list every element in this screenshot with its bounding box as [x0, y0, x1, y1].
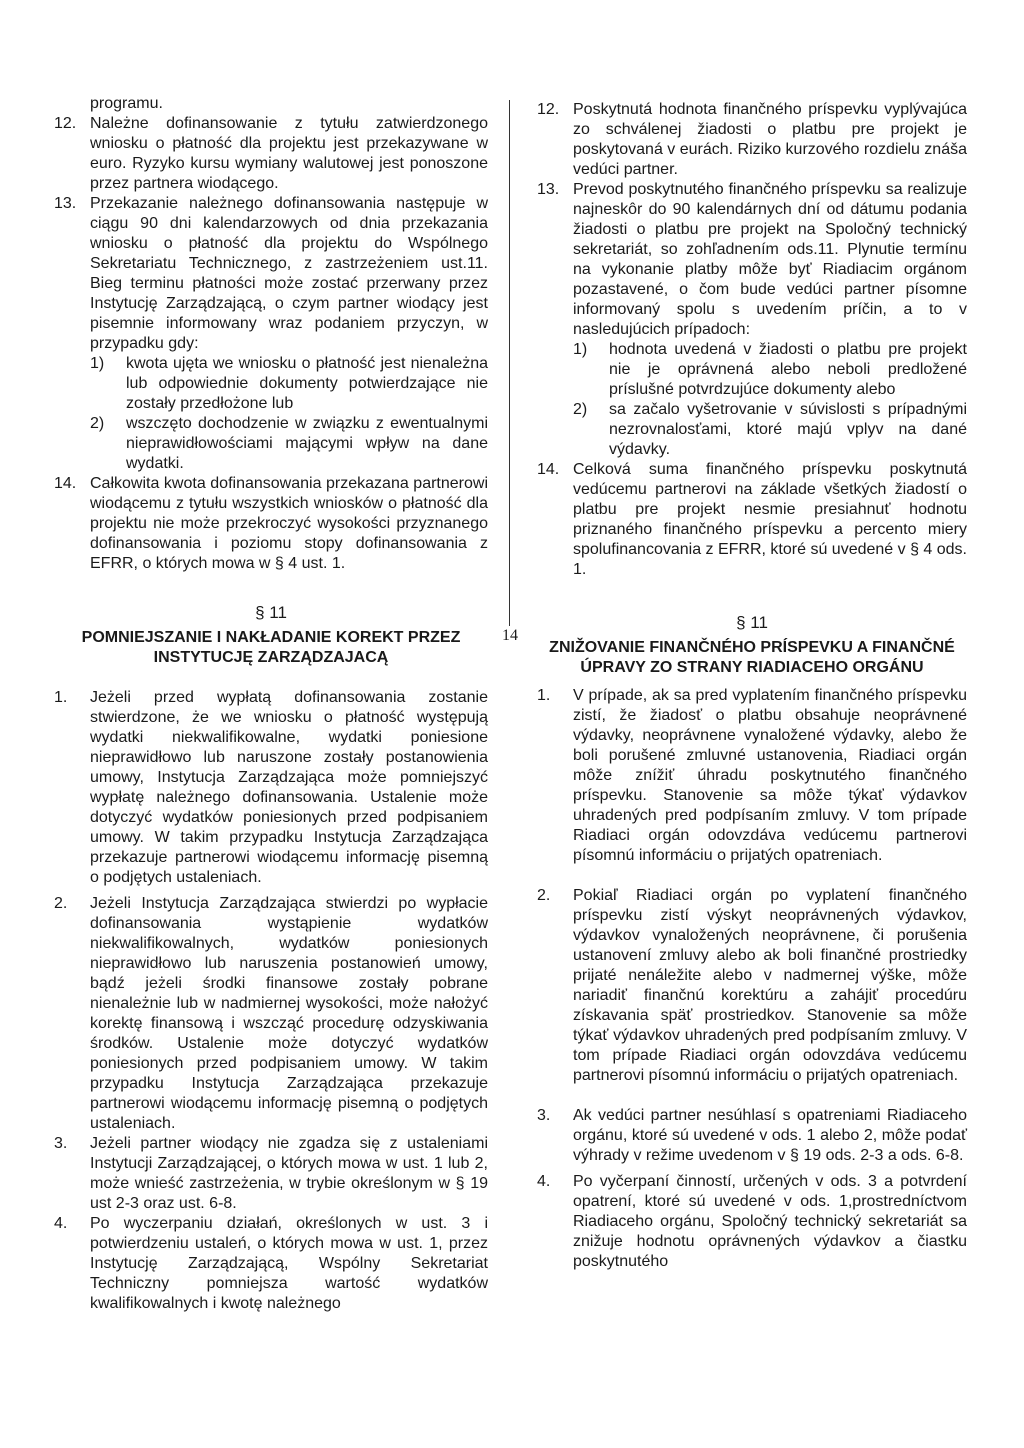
subitem-text: kwota ujęta we wniosku o płatność jest nienależna lub odpowiednie dokumenty potwierdzające nie zostały przedłożone lub: [126, 355, 488, 412]
item-text: Przekazanie należnego dofinansowania następuje w ciągu 90 dni kalendarzowych od dnia przekazania wniosku o płatność dla projektu do Wspólnego Sekretariatu Technicznego, z zastrzeżeniem ust.11. Bieg terminu płatności może zostać przerwany przez Instytucję Zarządzającą, o czym partner wiodący jest pisemnie informowany wraz podaniem przyczyn, w przypadku gdy:: [90, 195, 488, 352]
item-number: 1.: [54, 689, 68, 706]
item-number: 2.: [537, 887, 551, 904]
item-text: Po vyčerpaní činností, určených v ods. 3 a potvrdení opatrení, ktoré sú uvedené v ods. 1,prostredníctvom Riadiaceho orgánu, Spoločný technický sekretariát sa znižuje hodnotu oprávnených výdavkov a čiastku poskytnutého: [573, 1173, 967, 1270]
subitem-text: hodnota uvedená v žiadosti o platbu pre projekt nie je oprávnená alebo neboli predložené príslušné potvrdzujúce dokumenty alebo: [609, 341, 967, 398]
item-number: 12.: [54, 115, 77, 132]
item-number: 14.: [54, 475, 77, 492]
item-number: 4.: [537, 1173, 551, 1190]
left-section-item-1: [54, 688, 488, 888]
item-number: 4.: [54, 1215, 68, 1232]
subitem-number: 1): [90, 355, 105, 372]
right-section-item-4: [537, 1172, 967, 1272]
item-text: Po wyczerpaniu działań, określonych w ust. 3 i potwierdzeniu ustaleń, o których mowa w ust. 1, przez Instytucję Zarządzającą, Wspólny Sekretariat Techniczny pomniejsza wartość wydatków kwalifikowalnych i kwotę należnego: [90, 1215, 488, 1312]
item-text: Jeżeli przed wypłatą dofinansowania zostanie stwierdzone, że we wniosku o płatność występują wydatki niekwalifikowalne, wydatki poniesione nieprawidłowo lub naruszone zostały postanowienia umowy, Instytucja Zarządzająca może pomniejszyć wypłatę należnego dofinansowania. Ustalenie może dotyczyć wydatków poniesionych przed podpisaniem umowy. W takim przypadku Instytucja Zarządzająca przekazuje partnerowi wiodącemu informację pisemną o podjętych ustaleniach.: [90, 689, 488, 886]
right-column: [537, 100, 967, 1272]
right-section-item-2: [537, 886, 967, 1086]
subitem-text: wszczęto dochodzenie w związku z ewentualnymi nieprawidłowościami mającymi wpływ na dane wydatki.: [126, 415, 488, 472]
left-subitem-1: [90, 354, 488, 414]
item-number: 13.: [537, 181, 560, 198]
right-item-12: [537, 100, 967, 180]
left-section-item-4: [54, 1214, 488, 1314]
item-text: Jeżeli partner wiodący nie zgadza się z ustaleniami Instytucji Zarządzającej, o których mowa w ust. 1 lub 2, może wnieść zastrzeżenia, w trybie określonym w § 19 ust 2-3 oraz ust. 6-8.: [90, 1135, 488, 1212]
item-number: 14.: [537, 461, 560, 478]
item-text: Poskytnutá hodnota finančného príspevku vyplývajúca zo schválenej žiadosti o platbu pre projekt je poskytovaná v eurách. Riziko kurzového rozdielu znáša vedúci partner.: [573, 101, 967, 178]
left-section-item-3: [54, 1134, 488, 1214]
item-number: 13.: [54, 195, 77, 212]
item-number: 3.: [54, 1135, 68, 1152]
left-intro-text: programu.: [90, 95, 163, 112]
right-section-title: ZNIŽOVANIE FINANČNÉHO PRÍSPEVKU A FINANČNÉ ÚPRAVY ZO STRANY RIADIACEHO ORGÁNU: [549, 639, 955, 676]
left-section-number: § 11: [255, 603, 287, 622]
item-text: Jeżeli Instytucja Zarządzająca stwierdzi po wypłacie dofinansowania wystąpienie wydatków niekwalifikowalnych, wydatków poniesionych nieprawidłowo lub naruszenia postanowień umowy, bądź jeżeli środki finansowe zostały pobrane nienależnie lub w nadmiernej wysokości, może nałożyć korektę finansową i wszcząć procedurę odzyskiwania środków. Ustalenie może dotyczyć wydatków poniesionych przed podpisaniem umowy. W takim przypadku Instytucja Zarządzająca przekazuje partnerowi wiodącemu informację pisemną o podjętych ustaleniach.: [90, 895, 488, 1132]
column-divider: [509, 100, 510, 626]
right-section-number: § 11: [736, 613, 768, 632]
item-text: Pokiaľ Riadiaci orgán po vyplatení finančného príspevku zistí výskyt neoprávnených výdavkov, výdavkov vynaložených neoprávnene, či porušenia ustanovení zmluvy alebo ak boli finančné prostriedky prijaté nenáležite alebo v nadmernej výške, môže nariadiť finančnú korektúru a zahájiť procedúru získavania späť prostriedkov. Stanovenie sa môže týkať výdavkov uhradených pred podpísaním zmluvy. V tom prípade Riadiaci orgán odovzdáva vedúcemu partnerovi písomnú informáciu o prijatých opatreniach.: [573, 887, 967, 1084]
right-section-item-3: [537, 1106, 967, 1166]
item-text: V prípade, ak sa pred vyplatením finančného príspevku zistí, že žiadosť o platbu obsahuje neoprávnené výdavky, neoprávnene vynaložené výdavky, alebo že boli porušené zmluvné ustanovenia, Riadiaci orgán môže znížiť úhradu poskytnutého finančného príspevku. Stanovenie sa môže týkať výdavkov uhradených pred podpísaním zmluvy. V tom prípade Riadiaci orgán odovzdáva vedúcemu partnerovi písomnú informáciu o prijatých opatreniach.: [573, 687, 967, 864]
right-subitem-2: [573, 400, 967, 460]
left-subitem-2: [90, 414, 488, 474]
item-number: 3.: [537, 1107, 551, 1124]
left-column: [54, 94, 488, 1314]
subitem-number: 2): [573, 401, 588, 418]
right-subitem-1: [573, 340, 967, 400]
item-number: 12.: [537, 101, 560, 118]
left-item-13: [54, 194, 488, 474]
item-text: Całkowita kwota dofinansowania przekazana partnerowi wiodącemu z tytułu wszystkich wniosków o płatność dla projektu nie może przekroczyć wysokości przyznanego dofinansowania i poziomu stopy dofinansowania z EFRR, o których mowa w § 4 ust. 1.: [90, 475, 488, 572]
item-number: 1.: [537, 687, 551, 704]
item-text: Ak vedúci partner nesúhlasí s opatreniami Riadiaceho orgánu, ktoré sú uvedené v ods. 1 alebo 2, môže podať výhrady v režime uvedenom v § 19 ods. 2-3 a ods. 6-8.: [573, 1107, 967, 1164]
left-section-item-2: [54, 894, 488, 1134]
right-section-item-1: [537, 686, 967, 866]
subitem-number: 1): [573, 341, 588, 358]
right-item-13: [537, 180, 967, 460]
left-item-12: [54, 114, 488, 194]
right-item-14: [537, 460, 967, 580]
left-item-14: [54, 474, 488, 574]
item-number: 2.: [54, 895, 68, 912]
subitem-text: sa začalo vyšetrovanie v súvislosti s prípadnými nezrovnalosťami, ktoré majú vplyv na dané výdavky.: [609, 401, 967, 458]
item-text: Prevod poskytnutého finančného príspevku sa realizuje najneskôr do 90 kalendárnych dní od dátumu podania žiadosti o platbu pre projekt na Spoločný technický sekretariát, so zohľadnením ods.11. Plynutie termínu na vykonanie platby môže byť Riadiacim orgánom pozastavené, o čom bude vedúci partner písomne informovaný spolu s uvedením príčin, a to v nasledujúcich prípadoch:: [573, 181, 967, 338]
left-section-title: POMNIEJSZANIE I NAKŁADANIE KOREKT PRZEZ INSTYTUCJĘ ZARZĄDZAJACĄ: [81, 629, 461, 666]
item-text: Należne dofinansowanie z tytułu zatwierdzonego wniosku o płatność dla projektu jest przekazywane w euro. Ryzyko kursu wymiany walutowej jest ponoszone przez partnera wiodącego.: [90, 115, 488, 192]
subitem-number: 2): [90, 415, 105, 432]
page-number: 14: [502, 627, 518, 644]
item-text: Celková suma finančného príspevku poskytnutá vedúcemu partnerovi na základe všetkých žiadostí o platbu pre projekt nesmie presiahnuť hodnotu priznaného finančného príspevku a percento miery spolufinancovania z EFRR, ktoré sú uvedené v § 4 ods. 1.: [573, 461, 967, 578]
